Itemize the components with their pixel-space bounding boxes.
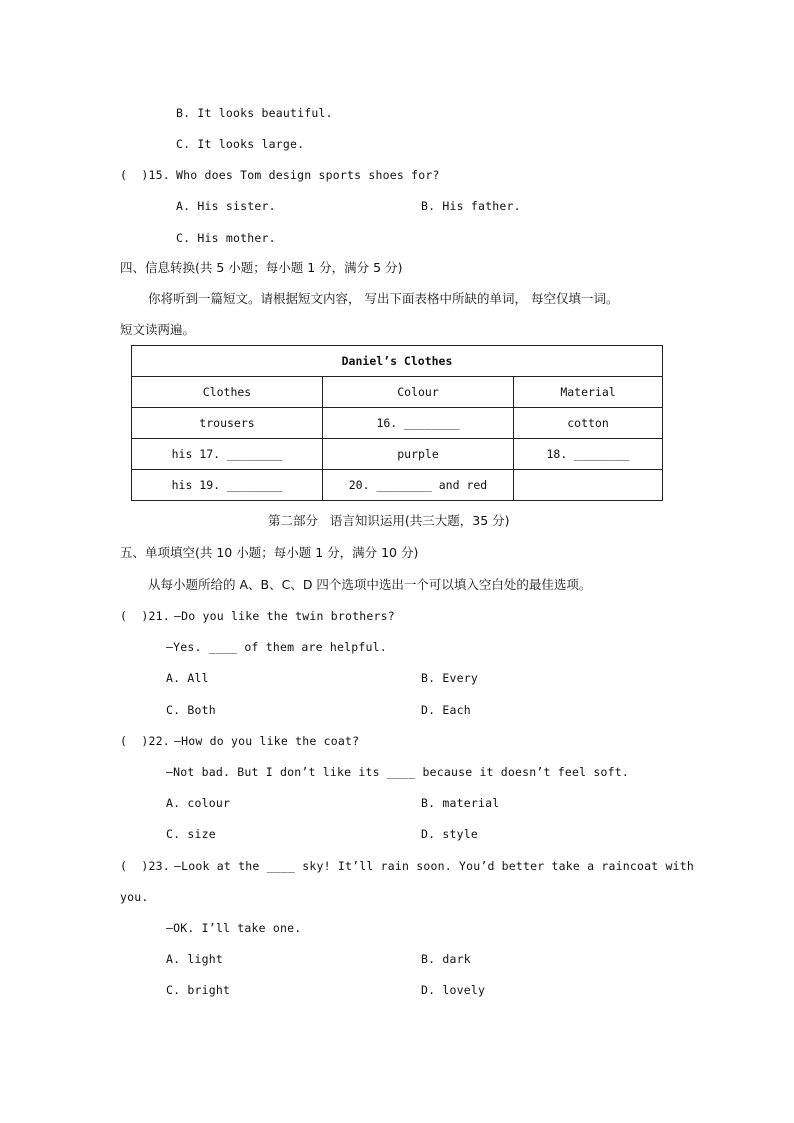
q21-option-a: A. All (166, 671, 209, 685)
q22-option-d: D. style (421, 827, 478, 841)
section5-title: 五、单项填空(共 10 小题；每小题 1 分，满分 10 分) (120, 545, 419, 560)
part2-title: 第二部分 语言知识运用(共三大题，35 分) (268, 513, 510, 528)
section5-instruction: 从每小题所给的 A、B、C、D 四个选项中选出一个可以填入空白处的最佳选项。 (148, 577, 592, 592)
q21-line1: —Do you like the twin brothers? (174, 609, 395, 623)
q23-line2: —OK. I’ll take one. (166, 921, 302, 935)
q22-option-b: B. material (421, 796, 500, 810)
q21-option-c: C. Both (166, 703, 216, 717)
table-cell: his 19. ________ (132, 470, 323, 501)
table-row (132, 408, 663, 439)
q23-option-c: C. bright (166, 983, 231, 997)
table-title: Daniel’s Clothes (132, 346, 663, 377)
q21-option-b: B. Every (421, 671, 478, 685)
q22-option-c: C. size (166, 827, 216, 841)
table-cell (514, 470, 663, 501)
table-cell: purple (323, 439, 514, 470)
q23-answer-paren: ( )23. (120, 859, 170, 873)
q21-option-d: D. Each (421, 703, 471, 717)
q22-answer-paren: ( )22. (120, 734, 170, 748)
q15-answer-paren: ( )15. (120, 168, 170, 182)
q22-option-a: A. colour (166, 796, 231, 810)
q15-stem: Who does Tom design sports shoes for? (176, 168, 440, 182)
q23-option-b: B. dark (421, 952, 471, 966)
q23-option-d: D. lovely (421, 983, 486, 997)
q14-option-b: B. It looks beautiful. (176, 106, 333, 120)
q23-line1: —Look at the ____ sky! It’ll rain soon. You’d better take a raincoat with (174, 859, 695, 873)
table-header-row (132, 377, 663, 408)
daniels-clothes-table (131, 345, 663, 501)
q15-option-a: A. His sister. (176, 199, 276, 213)
header-clothes: Clothes (132, 377, 323, 408)
section4-title: 四、信息转换(共 5 小题；每小题 1 分，满分 5 分) (120, 260, 403, 275)
table-cell: his 17. ________ (132, 439, 323, 470)
table-cell: cotton (514, 408, 663, 439)
table-cell: 16. ________ (323, 408, 514, 439)
table-cell: 20. ________ and red (323, 470, 514, 501)
section4-instruction-2: 短文读两遍。 (120, 322, 196, 337)
q21-line2: —Yes. ____ of them are helpful. (166, 640, 387, 654)
q15-option-b: B. His father. (421, 199, 521, 213)
q22-line2: —Not bad. But I don’t like its ____ because it doesn’t feel soft. (166, 765, 630, 779)
section4-instruction-1: 你将听到一篇短文。请根据短文内容， 写出下面表格中所缺的单词， 每空仅填一词。 (148, 291, 619, 306)
table-row (132, 439, 663, 470)
q14-option-c: C. It looks large. (176, 137, 305, 151)
table-cell: 18. ________ (514, 439, 663, 470)
q23-line1-continued: you. (120, 890, 149, 904)
table-row (132, 470, 663, 501)
q21-answer-paren: ( )21. (120, 609, 170, 623)
q23-option-a: A. light (166, 952, 223, 966)
header-material: Material (514, 377, 663, 408)
header-colour: Colour (323, 377, 514, 408)
q22-line1: —How do you like the coat? (174, 734, 360, 748)
table-cell: trousers (132, 408, 323, 439)
q15-option-c: C. His mother. (176, 231, 276, 245)
